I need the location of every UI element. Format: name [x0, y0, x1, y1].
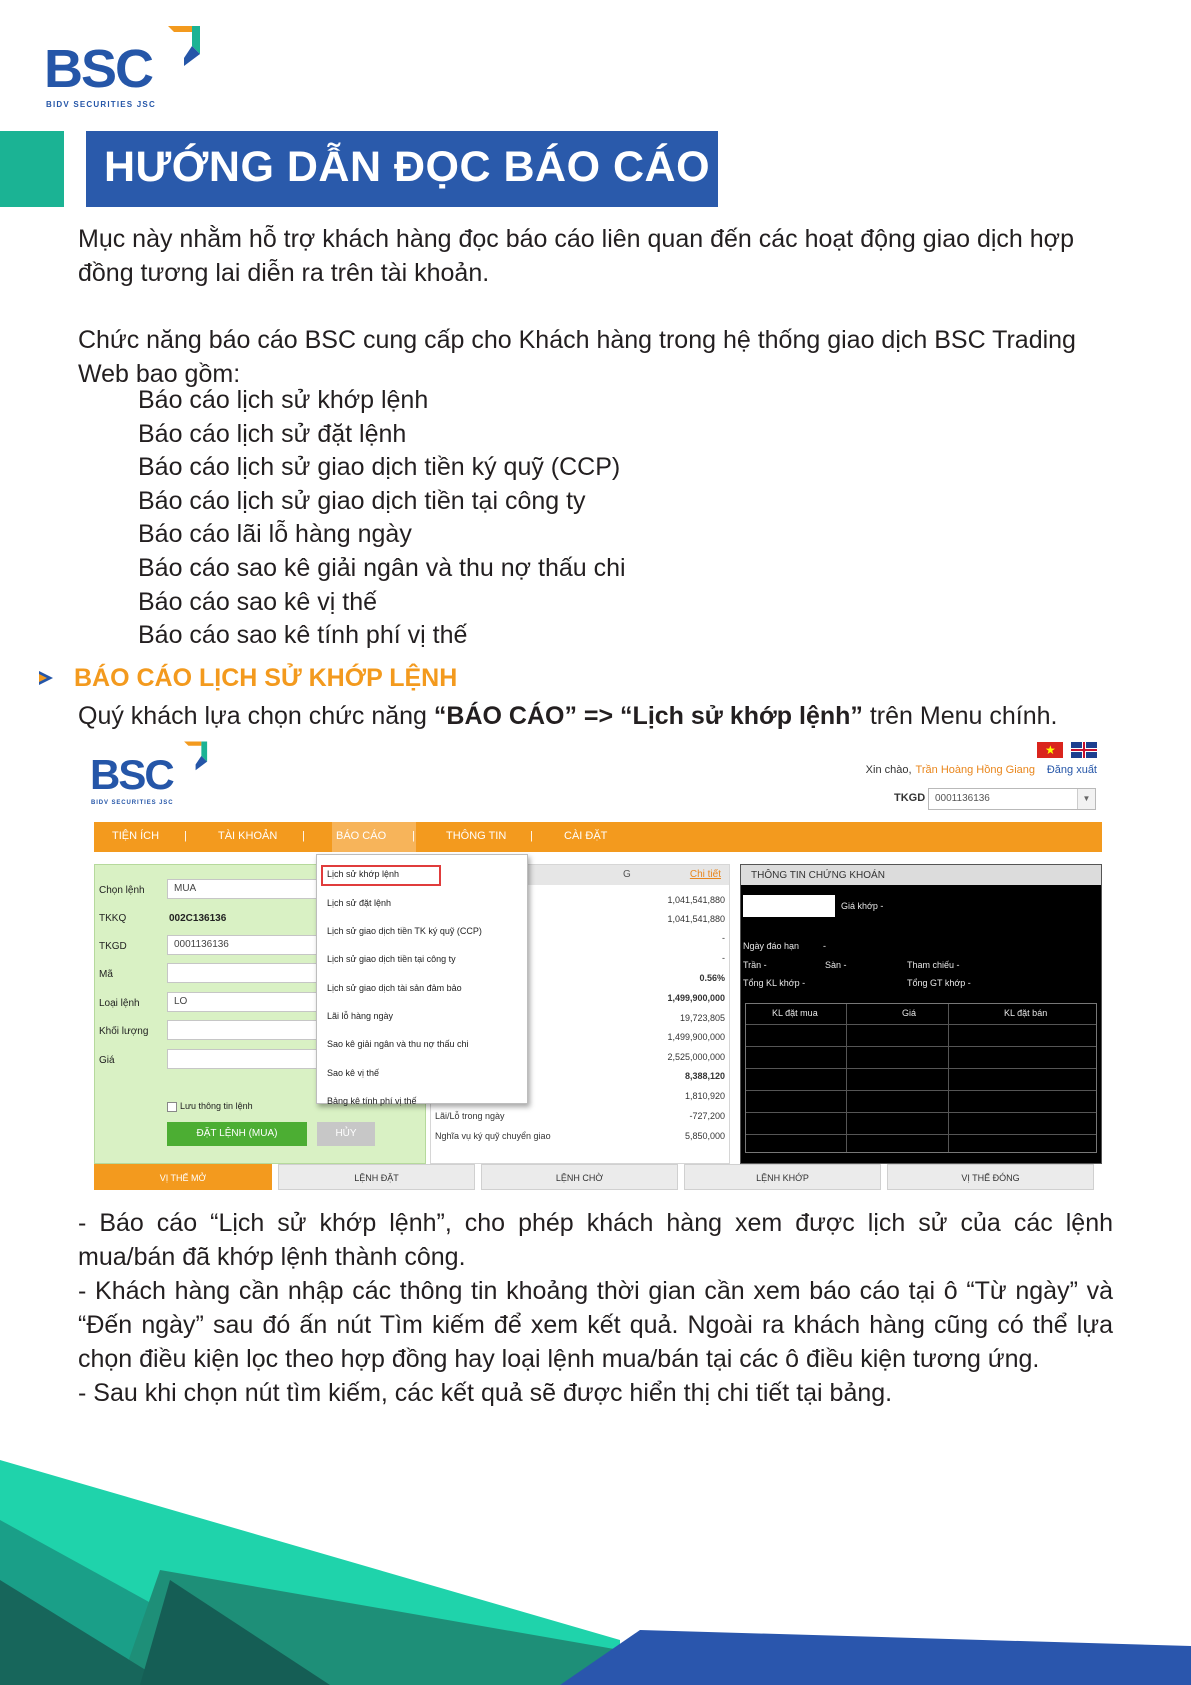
save-order-info-label: Lưu thông tin lệnh: [180, 1101, 253, 1111]
account-row-label: Nghĩa vụ ký quỹ chuyển giao: [435, 1131, 551, 1141]
tong-gt-khop-label: Tổng GT khớp -: [907, 978, 971, 988]
title-accent-block: [0, 131, 64, 207]
report-list: [138, 384, 626, 653]
intro-paragraph: Mục này nhằm hỗ trợ khách hàng đọc báo cáo liên quan đến các hoạt động giao dịch hợp đồng tương lai diễn ra trên tài khoản.: [78, 225, 1074, 287]
detail-link[interactable]: Chi tiết: [689, 869, 721, 880]
instruction-prefix: Quý khách lựa chọn chức năng: [78, 702, 434, 730]
account-row-label: Lãi/Lỗ trong ngày: [435, 1111, 505, 1121]
dropdown-item-sao-ke-vi-the[interactable]: Sao kê vị thế: [327, 1068, 380, 1078]
cancel-order-button[interactable]: HỦY: [317, 1122, 375, 1146]
chevron-down-icon[interactable]: ▼: [1077, 789, 1095, 809]
depth-row-line: [746, 1024, 1096, 1025]
tab-lenh-khop[interactable]: LỆNH KHỚP: [684, 1164, 881, 1190]
account-row-value: 19,723,805: [679, 1013, 725, 1023]
user-name: Trần Hoàng Hồng Giang: [915, 764, 1035, 776]
account-row-value: -: [722, 953, 725, 963]
ngay-dao-han-value: -: [823, 941, 826, 951]
menu-item-tai-khoan[interactable]: TÀI KHOẢN: [218, 830, 278, 842]
instruction-suffix: trên Menu chính.: [862, 702, 1058, 730]
depth-header: KL đặt mua: [772, 1008, 818, 1018]
report-list-item: Báo cáo lịch sử khớp lệnh: [138, 386, 429, 414]
report-list-item: Báo cáo sao kê tính phí vị thế: [138, 621, 468, 650]
logo-wordmark: BSC: [44, 39, 153, 99]
tkgd-label: TKGD: [894, 792, 926, 804]
report-list-item: Báo cáo sao kê vị thế: [138, 587, 378, 616]
tran-label: Trần -: [743, 960, 767, 970]
logo-subtext: BIDV SECURITIES JSC: [46, 100, 156, 109]
features-intro-paragraph: Chức năng báo cáo BSC cung cấp cho Khách hàng trong hệ thống giao dịch BSC Trading Web bao gồm:: [78, 326, 1076, 388]
menu-separator: |: [412, 830, 415, 842]
tkgd-select-value: 0001136136: [935, 793, 990, 804]
dropdown-item-lai-lo[interactable]: Lãi lỗ hàng ngày: [327, 1011, 394, 1021]
footer-decoration: [0, 1450, 1191, 1685]
vietnam-flag-icon[interactable]: ★: [1037, 742, 1063, 758]
dropdown-item-giao-dich-tien-ky-quy[interactable]: Lịch sử giao dịch tiền TK ký quỹ (CCP): [327, 926, 482, 936]
depth-row-line: [746, 1090, 1096, 1091]
tab-lenh-dat[interactable]: LỆNH ĐẶT: [278, 1164, 475, 1190]
account-row-value: 0.56%: [699, 973, 725, 983]
account-row-value: 8,388,120: [684, 1071, 725, 1081]
account-row-value: 1,041,541,880: [667, 895, 725, 905]
main-menu: [94, 822, 1102, 852]
dropdown-item-lich-su-khop-lenh[interactable]: Lịch sử khớp lệnh: [327, 869, 399, 879]
trading-web-screenshot: [90, 740, 1111, 1206]
account-info-title: G: [623, 869, 631, 880]
tab-vi-the-dong[interactable]: VỊ THẾ ĐÓNG: [887, 1164, 1094, 1190]
tkgd-form-input[interactable]: 0001136136: [167, 935, 417, 955]
report-list-item: Báo cáo lãi lỗ hàng ngày: [138, 520, 412, 549]
position-tabs: [90, 1164, 1111, 1192]
description-paragraph: - Báo cáo “Lịch sử khớp lệnh”, cho phép khách hàng xem được lịch sử của các lệnh mua/bán đã khớp lệnh thành công.: [78, 1209, 1113, 1271]
bsc-logo: [44, 24, 194, 110]
account-row-value: -727,200: [689, 1111, 725, 1121]
menu-separator: |: [530, 830, 533, 842]
report-list-item: Báo cáo sao kê giải ngân và thu nợ thấu chi: [138, 553, 626, 582]
report-list-item: Báo cáo lịch sử giao dịch tiền tại công ty: [138, 486, 586, 515]
depth-header: KL đặt bán: [1004, 1008, 1048, 1018]
instruction-menu-path: “BÁO CÁO” => “Lịch sử khớp lệnh”: [433, 702, 863, 730]
stock-info-panel: [740, 864, 1102, 1164]
depth-col-line: [846, 1004, 847, 1152]
san-label: Sàn -: [825, 960, 847, 970]
menu-item-bao-cao[interactable]: BÁO CÁO: [336, 830, 387, 842]
account-row-value: 1,499,900,000: [667, 993, 725, 1003]
screenshot-logo-wordmark: BSC: [90, 751, 173, 798]
bao-cao-dropdown: [316, 854, 528, 1104]
greeting: [866, 764, 1035, 776]
account-row-value: 2,525,000,000: [667, 1052, 725, 1062]
loai-lenh-select[interactable]: LO: [167, 992, 417, 1012]
ngay-dao-han-label: Ngày đáo hạn: [743, 941, 800, 951]
depth-row-line: [746, 1134, 1096, 1135]
section-instruction: [78, 699, 1057, 733]
chon-lenh-label: Chọn lệnh: [99, 885, 145, 896]
depth-row-line: [746, 1112, 1096, 1113]
place-buy-order-button[interactable]: ĐẶT LỆNH (MUA): [167, 1122, 307, 1146]
account-row-value: 1,810,920: [684, 1091, 725, 1101]
save-order-info-checkbox[interactable]: [167, 1101, 253, 1112]
report-list-item: Báo cáo lịch sử đặt lệnh: [138, 419, 407, 448]
ma-label: Mã: [99, 969, 113, 980]
dropdown-item-bang-ke-phi[interactable]: Bảng kê tính phí vị thế: [327, 1096, 417, 1106]
depth-col-line: [948, 1004, 949, 1152]
tab-lenh-cho[interactable]: LỆNH CHỜ: [481, 1164, 678, 1190]
logout-link[interactable]: Đăng xuất: [1046, 764, 1097, 776]
logo-mark-icon: [154, 24, 204, 74]
report-list-item: Báo cáo lịch sử giao dịch tiền ký quỹ (CCP): [138, 453, 621, 482]
page-title: HƯỚNG DẪN ĐỌC BÁO CÁO: [104, 143, 711, 191]
triangle-bullet-icon: [38, 670, 54, 686]
gia-label: Giá: [99, 1055, 115, 1066]
uk-flag-icon[interactable]: [1071, 742, 1097, 758]
description-paragraph: - Sau khi chọn nút tìm kiếm, các kết quả sẽ được hiển thị chi tiết tại bảng.: [78, 1379, 893, 1407]
tkgd-form-label: TKGD: [99, 941, 127, 952]
section-heading: BÁO CÁO LỊCH SỬ KHỚP LỆNH: [74, 664, 458, 692]
tkgd-select[interactable]: [928, 788, 1096, 810]
description-block: [78, 1206, 1113, 1410]
menu-separator: |: [302, 830, 305, 842]
chon-lenh-select[interactable]: MUA: [167, 879, 417, 899]
tab-vi-the-mo[interactable]: VỊ THẾ MỞ: [94, 1164, 272, 1190]
screenshot-logo-subtext: BIDV SECURITIES JSC: [91, 800, 174, 806]
tong-kl-khop-label: Tổng KL khớp -: [743, 978, 806, 988]
tkkq-label: TKKQ: [99, 913, 127, 924]
language-switcher: [1037, 742, 1097, 758]
depth-header: Giá: [902, 1008, 917, 1018]
checkbox-icon[interactable]: [167, 1102, 177, 1112]
description-paragraph: - Khách hàng cần nhập các thông tin khoảng thời gian cần xem báo cáo tại ô “Từ ngày” và “Đến ngày” sau đó ấn nút Tìm kiếm để xem kết quả. Ngoài ra khách hàng cũng có thể lựa chọn điều kiện lọc theo hợp đồng hay loại lệnh mua/bán tại các ô điều kiện tương ứng.: [78, 1277, 1113, 1373]
loai-lenh-label: Loại lệnh: [99, 998, 140, 1009]
menu-item-cai-dat[interactable]: CÀI ĐẶT: [564, 830, 608, 842]
tham-chieu-label: Tham chiếu -: [907, 960, 960, 970]
dropdown-item-lich-su-dat-lenh[interactable]: Lịch sử đặt lệnh: [327, 898, 392, 908]
khoi-luong-label: Khối lượng: [99, 1026, 149, 1037]
tkkq-value: 002C136136: [169, 913, 227, 924]
logo-mark-icon: [174, 740, 210, 776]
depth-row-line: [746, 1046, 1096, 1047]
menu-item-thong-tin[interactable]: THÔNG TIN: [446, 830, 507, 842]
dropdown-item-giao-dich-tien-cong-ty[interactable]: Lịch sử giao dịch tiền tại công ty: [327, 954, 456, 964]
order-depth-table: [745, 1003, 1097, 1153]
stock-info-title: THÔNG TIN CHỨNG KHOÁN: [741, 865, 1101, 885]
account-row-value: -: [722, 933, 725, 943]
account-row-value: 1,499,900,000: [667, 1032, 725, 1042]
stock-symbol-input[interactable]: [743, 895, 835, 917]
greeting-label: Xin chào,: [865, 764, 912, 776]
account-row-value: 5,850,000: [684, 1131, 725, 1141]
dropdown-item-giao-dich-tai-san[interactable]: Lịch sử giao dịch tài sản đảm bảo: [327, 983, 462, 993]
menu-separator: |: [184, 830, 187, 842]
dropdown-item-sao-ke-giai-ngan[interactable]: Sao kê giải ngân và thu nợ thấu chi: [327, 1039, 469, 1049]
depth-row-line: [746, 1068, 1096, 1069]
screenshot-logo: [90, 740, 200, 812]
account-row-value: 1,041,541,880: [667, 914, 725, 924]
title-bar: [86, 131, 718, 207]
menu-item-tien-ich[interactable]: TIỆN ÍCH: [112, 830, 160, 842]
gia-khop-label: Giá khớp -: [841, 901, 884, 911]
